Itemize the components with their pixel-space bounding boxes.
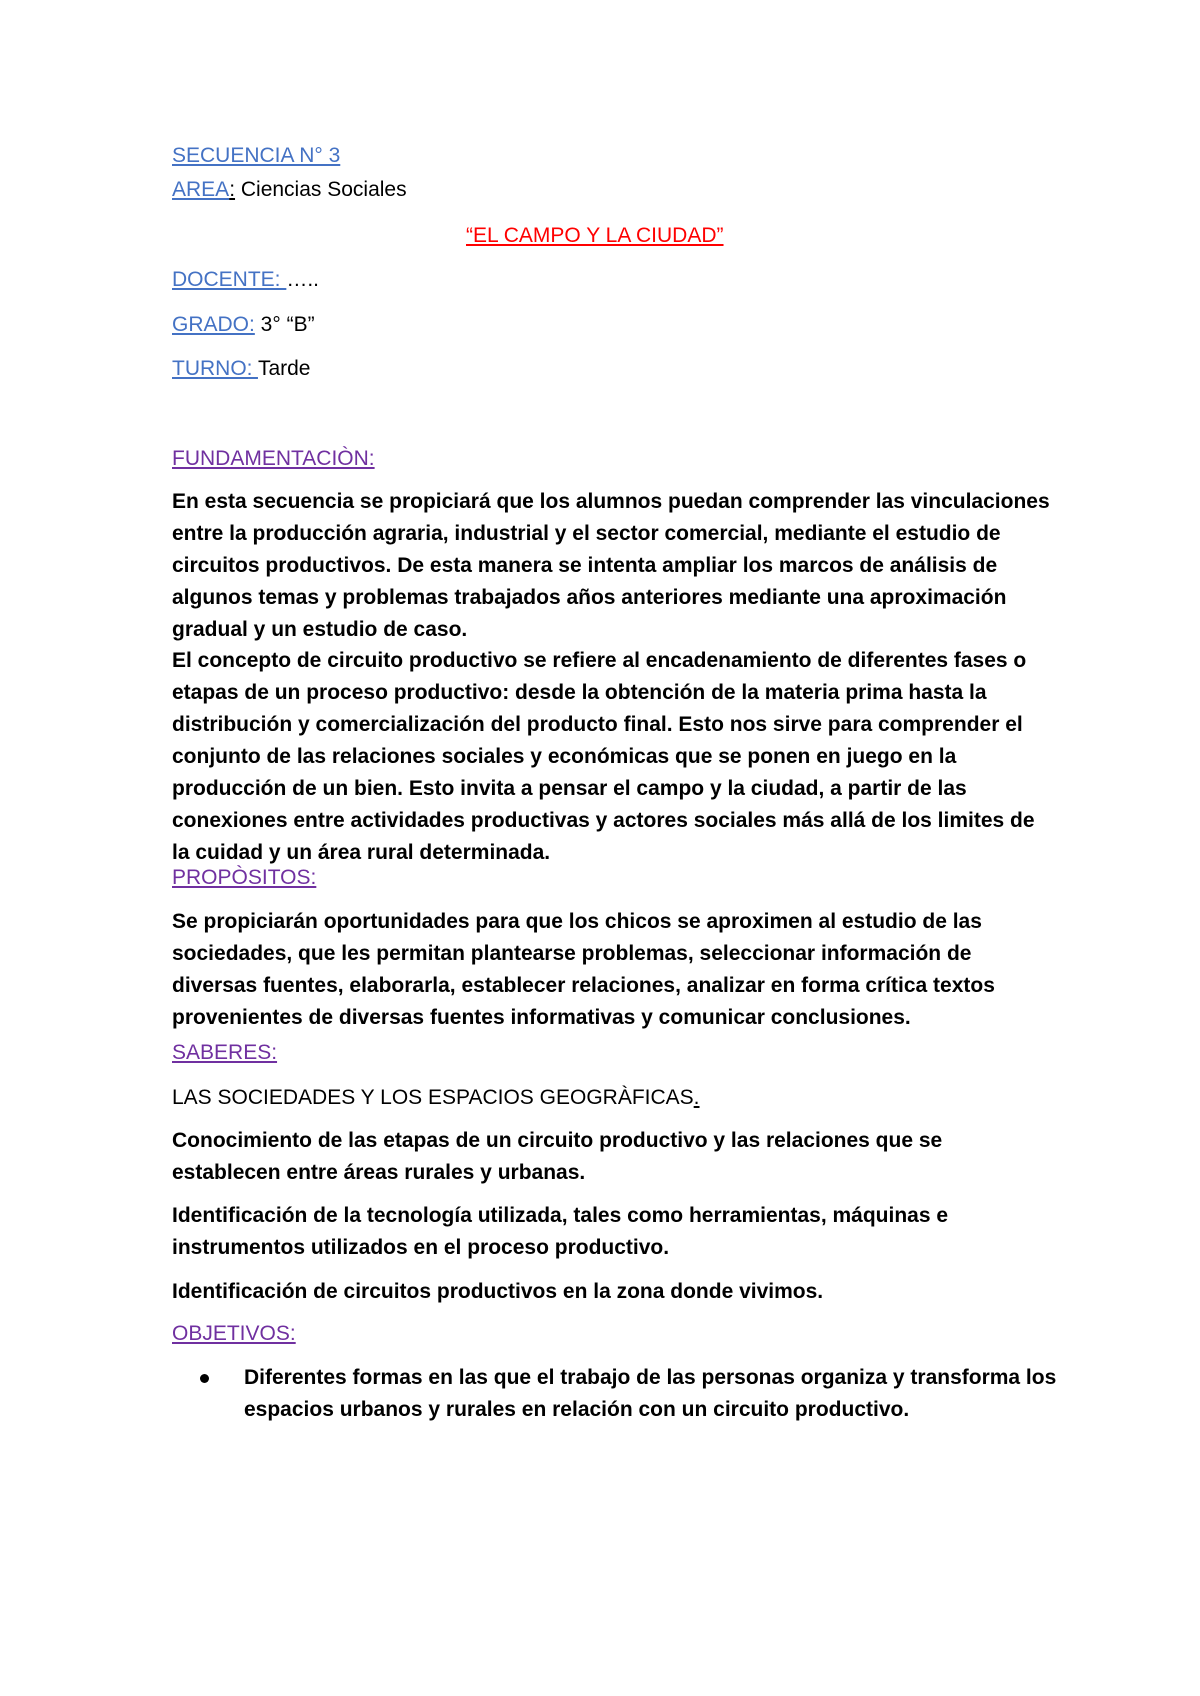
propositos-paragraph: Se propiciarán oportunidades para que los chicos se aproximen al estudio de las sociedades, que les permitan plantearse problemas, seleccionar información de diversas fuentes, elaborarla, establecer relaciones, analizar en forma crítica textos provenientes de diversas fuentes informativas y comunicar conclusiones. [172,910,995,1029]
fundamentacion-paragraph-1: En esta secuencia se propiciará que los alumnos puedan comprender las vinculaciones entre la producción agraria, industrial y el sector comercial, mediante el estudio de circuitos productivos. De esta manera se intenta ampliar los marcos de análisis de algunos temas y problemas trabajados años anteriores mediante una aproximación gradual y un estudio de caso. [172,490,1050,641]
propositos-label: PROPÒSITOS: [172,866,317,889]
grado-line [172,313,315,337]
turno-value: Tarde [257,357,311,380]
fundamentacion-label: FUNDAMENTACIÒN: [172,447,375,470]
area-label: AREA [172,178,230,201]
saberes-subheading [172,1086,700,1110]
area-line [172,178,407,202]
objetivos-bullet-item [200,1362,1060,1426]
saberes-subheading-end: . [693,1086,700,1109]
bullet-icon [200,1374,209,1383]
turno-line [172,357,310,381]
grado-value: 3° “B” [254,313,315,336]
saberes-subheading-text: LAS SOCIEDADES Y LOS ESPACIOS GEOGRÀFICAS [172,1086,694,1109]
propositos-heading [172,866,316,890]
secuencia-label: SECUENCIA N° 3 [172,144,341,167]
saberes-item-2: Identificación de la tecnología utilizada, tales como herramientas, máquinas e instrumentos utilizados en el proceso productivo. [172,1204,949,1259]
area-value: Ciencias Sociales [235,178,407,201]
fundamentacion-paragraph-2: El concepto de circuito productivo se refiere al encadenamiento de diferentes fases o etapas de un proceso productivo: desde la obtención de la materia prima hasta la distribución y comercialización del producto final. Esto nos sirve para comprender el conjunto de las relaciones sociales y económicas que se ponen en juego en la producción de un bien. Esto invita a pensar el campo y la ciudad, a partir de las conexiones entre actividades productivas y actores sociales más allá de los limites de la cuidad y un área rural determinada. [172,649,1035,864]
turno-label: TURNO: [172,357,258,380]
saberes-heading [172,1041,277,1065]
saberes-item-1: Conocimiento de las etapas de un circuito productivo y las relaciones que se establecen entre áreas rurales y urbanas. [172,1129,943,1184]
objetivos-heading [172,1322,296,1346]
title-text: “EL CAMPO Y LA CIUDAD” [466,224,724,247]
area-colon: : [229,178,236,201]
saberes-item-3: Identificación de circuitos productivos en la zona donde vivimos. [172,1280,824,1303]
document-title [466,224,724,248]
docente-label: DOCENTE: [172,268,287,291]
saberes-label: SABERES: [172,1041,278,1064]
objetivos-bullet-text: Diferentes formas en las que el trabajo de las personas organiza y transforma los espacios urbanos y rurales en relación con un circuito productivo. [244,1366,1057,1421]
fundamentacion-heading [172,447,375,471]
docente-value: ….. [286,268,320,291]
grado-label: GRADO: [172,313,255,336]
secuencia-heading [172,144,340,168]
docente-line [172,268,319,292]
objetivos-label: OBJETIVOS: [172,1322,296,1345]
